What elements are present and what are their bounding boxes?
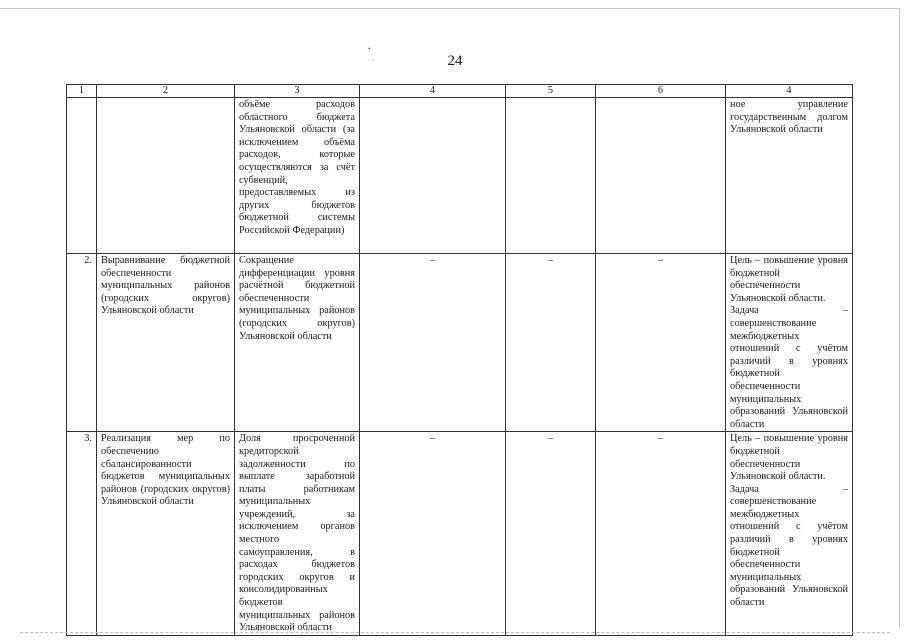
goal-text: Цель – повышение уровня бюджетной обеспеченности Ульяновской области.: [730, 433, 848, 483]
column-header: 3: [235, 85, 360, 98]
sheet-edge-right: [899, 8, 900, 628]
measure-cell: Выравнивание бюджетной обеспеченности муниципальных районов (городских округов) Ульяновской области: [97, 254, 235, 432]
row-number-cell: [67, 98, 97, 254]
table-row: [67, 254, 853, 432]
value-cell: [506, 98, 596, 254]
indicator-cell: Сокращение дифференциации уровня расчётной бюджетной обеспеченности муниципальных районов (городских округов) Ульяновской области: [235, 254, 360, 432]
value-cell: –: [506, 432, 596, 636]
page-number: 24: [447, 53, 463, 69]
column-header: 6: [596, 85, 726, 98]
goal-cell: [726, 432, 853, 636]
sheet-edge-top: [0, 8, 900, 9]
indicator-cell: Доля просроченной кредиторской задолженности по выплате заработной платы работникам муниципальных учреждений, за исключением органов местного самоуправления, в расходах бюджетов городских округов и консолидированных бюджетов муниципальных районов Ульяновской области: [235, 432, 360, 636]
column-header: 5: [506, 85, 596, 98]
measure-cell: Реализация мер по обеспечению сбалансированности бюджетов муниципальных районов (городских округов) Ульяновской области: [97, 432, 235, 636]
goal-cell: [726, 254, 853, 432]
table-header-row: [67, 85, 853, 98]
indicator-cell: объёме расходов областного бюджета Ульяновской области (за исключением объёма расходов, которые осуществляются за счёт субвенций, предоставляемых из других бюджетов бюджетной системы Российской Федерации): [235, 98, 360, 254]
value-cell: –: [506, 254, 596, 432]
value-cell: [596, 98, 726, 254]
goal-text: Цель – повышение уровня бюджетной обеспеченности Ульяновской области.: [730, 255, 848, 304]
document-table: [66, 84, 853, 636]
task-text: Задача – совершенствование межбюджетных отношений с учётом различий в уровнях бюджетной обеспеченности муниципальных образований Ульяновской области: [730, 483, 848, 609]
task-text: Задача – совершенствование межбюджетных отношений с учётом различий в уровнях бюджетной обеспеченности муниципальных образований Ульяновской области: [730, 305, 848, 430]
value-cell: –: [596, 254, 726, 432]
table-row: [67, 432, 853, 636]
goal-cell: [726, 98, 853, 254]
value-cell: –: [360, 254, 506, 432]
goal-text: ное управление государственным долгом Ульяновской области: [730, 99, 848, 136]
row-number-cell: 3.: [67, 432, 97, 636]
scan-noise-line: [20, 632, 890, 634]
value-cell: –: [596, 432, 726, 636]
column-header: 2: [97, 85, 235, 98]
scan-speck: •: [368, 45, 371, 53]
value-cell: –: [360, 432, 506, 636]
table-row: [67, 98, 853, 254]
column-header: 1: [67, 85, 97, 98]
value-cell: [360, 98, 506, 254]
column-header: 4: [360, 85, 506, 98]
measure-cell: [97, 98, 235, 254]
column-header: 4: [726, 85, 853, 98]
scan-speck: ·: [372, 56, 375, 64]
row-number-cell: 2.: [67, 254, 97, 432]
